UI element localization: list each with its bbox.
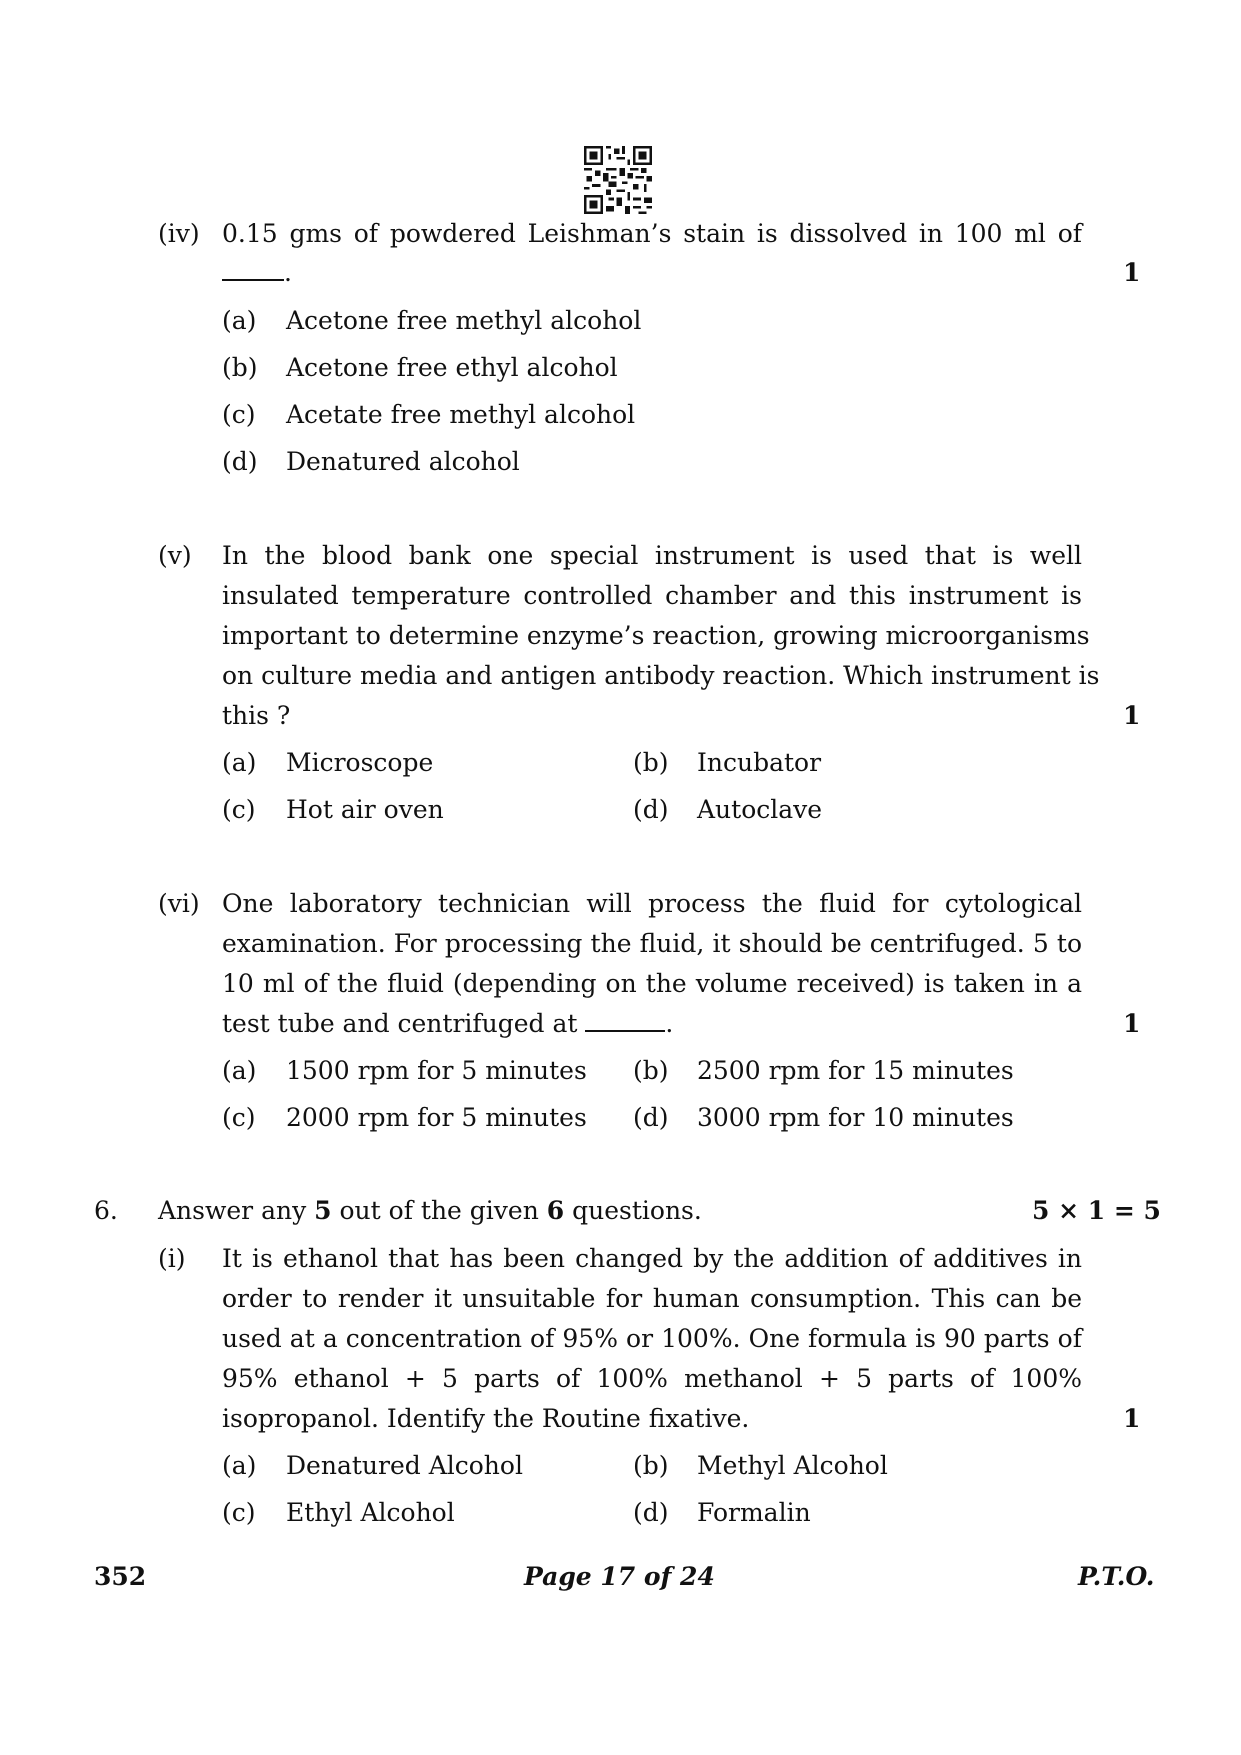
- section-6-instructions: [158, 1196, 702, 1225]
- question-iv-period: .: [284, 258, 292, 287]
- question-v-line: on culture media and antigen antibody reaction. Which instrument is: [222, 661, 1100, 690]
- option-text: 1500 rpm for 5 minutes: [286, 1056, 587, 1085]
- question-iv-blank: [222, 258, 292, 287]
- option-text: Acetone free methyl alcohol: [286, 306, 642, 335]
- option-text: 2000 rpm for 5 minutes: [286, 1103, 587, 1132]
- option-label: (a): [222, 748, 257, 777]
- section-6-number: 6.: [94, 1196, 118, 1225]
- question-vi-line: test tube and centrifuged at: [222, 1009, 578, 1038]
- option-text: Hot air oven: [286, 795, 444, 824]
- question-vi-line: 10 ml of the fluid (depending on the volume received) is taken in a: [222, 969, 1082, 998]
- question-vi-line: One laboratory technician will process the fluid for cytological: [222, 889, 1082, 918]
- pto-label: P.T.O.: [1078, 1562, 1155, 1591]
- question-vi-line: examination. For processing the fluid, it should be centrifuged. 5 to: [222, 929, 1082, 958]
- option-text: Microscope: [286, 748, 434, 777]
- option-text: Incubator: [697, 748, 822, 777]
- section-6-marks: 5 × 1 = 5: [1032, 1196, 1161, 1225]
- option-text: Ethyl Alcohol: [286, 1498, 455, 1527]
- option-text: Autoclave: [697, 795, 823, 824]
- option-label: (d): [633, 1498, 669, 1527]
- question-v-line: insulated temperature controlled chamber and this instrument is: [222, 581, 1082, 610]
- page-number: Page 17 of 24: [524, 1562, 715, 1591]
- answer-blank: [222, 278, 284, 281]
- question-6i-line: It is ethanol that has been changed by the addition of additives in: [222, 1244, 1082, 1273]
- question-6i-number: (i): [158, 1244, 186, 1273]
- option-text: Denatured Alcohol: [286, 1451, 523, 1480]
- option-text: Acetone free ethyl alcohol: [286, 353, 618, 382]
- option-label: (c): [222, 795, 256, 824]
- option-label: (b): [633, 1056, 669, 1085]
- question-iv-number: (iv): [158, 219, 200, 248]
- question-6i-line: used at a concentration of 95% or 100%. One formula is 90 parts of: [222, 1324, 1082, 1353]
- question-v-marks: 1: [1123, 701, 1141, 730]
- question-vi-marks: 1: [1123, 1009, 1141, 1038]
- question-6i-line: 95% ethanol + 5 parts of 100% methanol + 5 parts of 100%: [222, 1364, 1082, 1393]
- instruction-text: questions.: [564, 1196, 702, 1225]
- option-text: Methyl Alcohol: [697, 1451, 888, 1480]
- instruction-text: Answer any: [158, 1196, 315, 1225]
- option-label: (a): [222, 1056, 257, 1085]
- question-v-line: In the blood bank one special instrument is used that is well: [222, 541, 1082, 570]
- option-label: (d): [633, 795, 669, 824]
- instruction-total: 6: [546, 1196, 565, 1225]
- option-label: (b): [222, 353, 258, 382]
- question-vi-number: (vi): [158, 889, 200, 918]
- option-label: (a): [222, 1451, 257, 1480]
- paper-code: 352: [94, 1562, 147, 1591]
- option-label: (b): [633, 748, 669, 777]
- question-6i-marks: 1: [1123, 1404, 1141, 1433]
- question-6i-line: isopropanol. Identify the Routine fixative.: [222, 1404, 750, 1433]
- qr-code-icon: [584, 146, 652, 214]
- option-label: (c): [222, 1498, 256, 1527]
- instruction-text: out of the given: [331, 1196, 547, 1225]
- answer-blank: [585, 1029, 665, 1032]
- option-label: (d): [222, 447, 258, 476]
- question-v-line: this ?: [222, 701, 291, 730]
- option-text: 3000 rpm for 10 minutes: [697, 1103, 1014, 1132]
- option-text: Acetate free methyl alcohol: [286, 400, 636, 429]
- option-label: (a): [222, 306, 257, 335]
- question-6i-line: order to render it unsuitable for human consumption. This can be: [222, 1284, 1082, 1313]
- question-vi-period: .: [665, 1009, 674, 1038]
- question-v-line: important to determine enzyme’s reaction, growing microorganisms: [222, 621, 1090, 650]
- question-vi-last-line: [222, 1009, 673, 1038]
- option-text: Formalin: [697, 1498, 811, 1527]
- option-label: (c): [222, 1103, 256, 1132]
- option-text: Denatured alcohol: [286, 447, 520, 476]
- option-text: 2500 rpm for 15 minutes: [697, 1056, 1014, 1085]
- option-label: (c): [222, 400, 256, 429]
- option-label: (d): [633, 1103, 669, 1132]
- option-label: (b): [633, 1451, 669, 1480]
- question-iv-text: 0.15 gms of powdered Leishman’s stain is dissolved in 100 ml of: [222, 219, 1082, 248]
- question-iv-marks: 1: [1123, 258, 1141, 287]
- instruction-count: 5: [314, 1196, 332, 1225]
- question-v-number: (v): [158, 541, 192, 570]
